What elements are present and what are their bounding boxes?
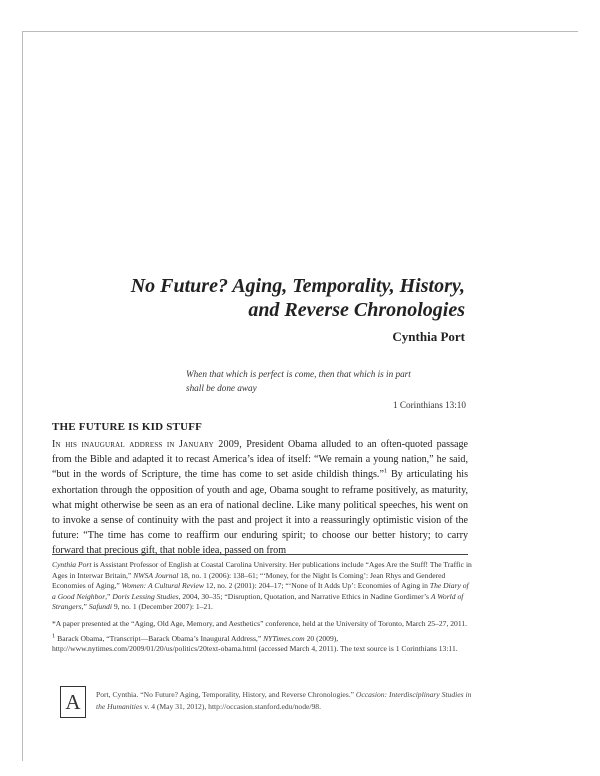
epigraph-line-2: shall be done away bbox=[186, 382, 257, 393]
occasion-logo-icon: A bbox=[60, 686, 86, 718]
footnote-text: Barack Obama, “Transcript—Barack Obama’s Inaugural Address,” bbox=[55, 633, 264, 643]
bio-journal: Doris Lessing Studies bbox=[112, 591, 179, 601]
bio-text: 9, no. 1 (December 2007): 1–21. bbox=[111, 602, 213, 612]
title-line-1: No Future? Aging, Temporality, History, bbox=[130, 275, 465, 297]
body-text-part-1: President Obama alluded to an often-quoted passage from the Bible and adapted it to recast America’s idea of itself: “We remain a young nation,” he said, “but in the words of Scripture, the time has come to set aside childish things.” bbox=[52, 439, 469, 481]
bio-journal: A World of Strangers bbox=[52, 591, 464, 612]
footnote-1-number: 1 bbox=[52, 632, 56, 640]
citation-url[interactable]: v. 4 (May 31, 2012), http://occasion.stanford.edu/node/98. bbox=[142, 701, 321, 711]
footnote-source: NYTimes.com bbox=[263, 633, 305, 643]
citation-journal: Occasion: Interdisciplinary Studies in the Humanities bbox=[96, 690, 472, 711]
bio-text: , 2004, 30–35; “Disruption, Quotation, and Narrative Ethics in Nadine Gordimer’s bbox=[178, 591, 431, 601]
body-paragraph bbox=[52, 437, 468, 559]
footnote-ref-1[interactable]: 1 bbox=[383, 468, 388, 476]
citation-text: Port, Cynthia. “No Future? Aging, Temporality, History, and Reverse Chronologies.” bbox=[96, 690, 356, 699]
footnote-divider bbox=[52, 554, 468, 555]
section-heading: THE FUTURE IS KID STUFF bbox=[52, 421, 203, 433]
page-border-top bbox=[22, 31, 578, 32]
bio-text: 18, no. 1 (2006): 138–61; “‘Money, for the Night Is Coming’: Jean Rhys and Gendered Economies of Aging,” bbox=[52, 570, 446, 591]
bio-journal: The Diary of a Good Neighbor bbox=[52, 581, 469, 601]
title-line-2: and Reverse Chronologies bbox=[248, 299, 465, 321]
bio-journal: Safundi bbox=[88, 602, 112, 612]
bio-text: is Assistant Professor of English at Coastal Carolina University. Her publications include “Ages Are the Stuff! The Traffic in Ages in Interwar Britain,” bbox=[52, 560, 472, 580]
bio-name: Cynthia Port bbox=[52, 560, 92, 569]
footnote-1 bbox=[52, 634, 472, 655]
epigraph-source: 1 Corinthians 13:10 bbox=[393, 400, 466, 410]
body-text-part-2: By articulating his exhortation through the opposition of youth and age, Obama sought to reframe positively, as maturity, what might otherwise be seen as an era of national decline. Like many political speeches, his went on to invoke a sense of continuity with the past and project it into a reassuringly optimistic vision of the future: “The time has come to reaffirm our enduring spirit; to choose our better history; to carry forward that precious gift, that noble idea, passed on from bbox=[52, 469, 468, 557]
bio-text: ,” bbox=[81, 602, 89, 612]
bio-journal: Women: A Cultural Review bbox=[121, 581, 204, 591]
epigraph bbox=[186, 368, 466, 395]
lead-small-caps: In his inaugural address in January 2009, bbox=[52, 439, 243, 450]
bio-text: 12, no. 2 (2001): 204–17; “‘None of It Adds Up’: Economies of Aging in bbox=[203, 581, 430, 591]
page-border-left bbox=[22, 31, 23, 761]
article-title bbox=[52, 274, 465, 322]
conference-note: *A paper presented at the “Aging, Old Age, Memory, and Aesthetics” conference, held at the University of Toronto, March 25–27, 2011. bbox=[52, 618, 468, 628]
footnote-text[interactable]: 20 (2009), http://www.nytimes.com/2009/01/20/us/politics/20text-obama.html (accessed March 4, 2011). The text source is 1 Corinthians 13:11. bbox=[52, 633, 458, 654]
author-name: Cynthia Port bbox=[392, 329, 465, 344]
bio-journal: NWSA Journal bbox=[133, 570, 179, 580]
author-bio-note bbox=[52, 560, 472, 613]
epigraph-line-1: When that which is perfect is come, then that which is in part bbox=[186, 369, 411, 379]
bio-text: ,” bbox=[105, 591, 113, 601]
citation-line bbox=[96, 689, 476, 712]
footnotes bbox=[52, 560, 472, 659]
